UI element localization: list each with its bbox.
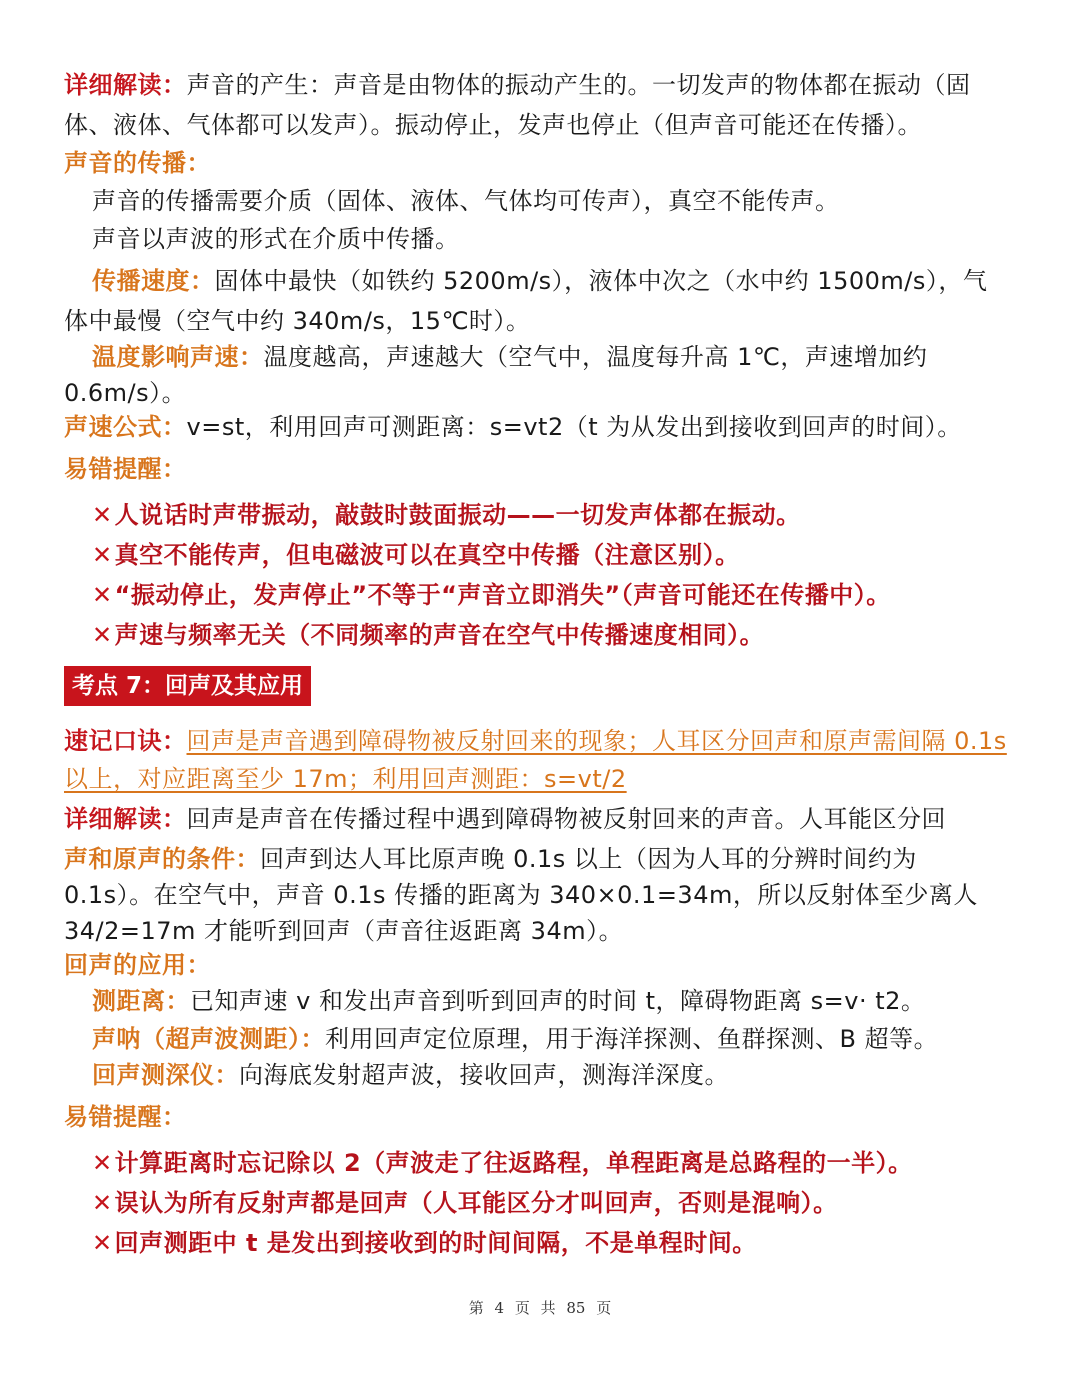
detail-line-1 — [64, 68, 1030, 102]
formula-text: v=st，利用回声可测距离：s=vt2（t 为从发出到接收到回声的时间）。 — [186, 413, 962, 441]
detail-text: 回声是声音在传播过程中遇到障碍物被反射回来的声音。人耳能区分回 — [186, 805, 946, 833]
mistake-item: ✕计算距离时忘记除以 2（声波走了往返路程，单程距离是总路程的一半）。 — [92, 1149, 913, 1177]
topic-badge: 考点 7：回声及其应用 — [64, 666, 311, 706]
detail-text: 声音的产生：声音是由物体的振动产生的。一切发声的物体都在振动（固 — [186, 71, 971, 99]
propagation-heading: 声音的传播： — [64, 149, 211, 177]
application-label: 测距离： — [92, 987, 190, 1015]
mistakes-heading: 易错提醒： — [64, 1103, 187, 1131]
condition-line-2: 0.1s）。在空气中，声音 0.1s 传播的距离为 340×0.1=34m，所以反射体至少离人 — [64, 881, 978, 909]
mnemonic-line-1 — [64, 724, 1030, 758]
detail-label: 详细解读： — [64, 71, 187, 99]
mnemonic-text: 回声是声音遇到障碍物被反射回来的现象；人耳区分回声和原声需间隔 0.1s — [186, 727, 1007, 755]
mistake-item: ✕人说话时声带振动，敲鼓时鼓面振动——一切发声体都在振动。 — [92, 501, 801, 529]
propagation-line-1: 声音的传播需要介质（固体、液体、气体均可传声），真空不能传声。 — [92, 187, 840, 215]
cross-icon: ✕ — [92, 541, 113, 569]
applications-heading: 回声的应用： — [64, 951, 211, 979]
application-item: 回声测深仪：向海底发射超声波，接收回声，测海洋深度。 — [92, 1061, 729, 1089]
application-item: 声呐（超声波测距）：利用回声定位原理，用于海洋探测、鱼群探测、B 超等。 — [92, 1025, 939, 1053]
cross-icon: ✕ — [92, 621, 113, 649]
condition-text: 回声到达人耳比原声晚 0.1s 以上（因为人耳的分辨时间约为 — [260, 845, 917, 873]
mistake-item: ✕声速与频率无关（不同频率的声音在空气中传播速度相同）。 — [92, 621, 765, 649]
mnemonic-line-2: 以上，对应距离至少 17m；利用回声测距：s=vt/2 — [64, 765, 627, 793]
cross-icon: ✕ — [92, 581, 113, 609]
application-label: 回声测深仪： — [92, 1061, 239, 1089]
speed-line-1 — [92, 264, 1030, 298]
speed-text: 固体中最快（如铁约 5200m/s），液体中次之（水中约 1500m/s），气 — [214, 267, 988, 295]
cross-icon: ✕ — [92, 501, 113, 529]
detail-line-2: 体、液体、气体都可以发声）。振动停止，发声也停止（但声音可能还在传播）。 — [64, 111, 922, 139]
condition-label: 声和原声的条件： — [64, 845, 260, 873]
temperature-line-2: 0.6m/s）。 — [64, 379, 187, 407]
cross-icon: ✕ — [92, 1149, 113, 1177]
propagation-line-2: 声音以声波的形式在介质中传播。 — [92, 225, 460, 253]
temperature-line-1 — [92, 340, 1030, 374]
mnemonic-label: 速记口诀： — [64, 727, 187, 755]
cross-icon: ✕ — [92, 1189, 113, 1217]
application-item: 测距离：已知声速 v 和发出声音到听到回声的时间 t，障碍物距离 s=v· t2。 — [92, 987, 926, 1015]
cross-icon: ✕ — [92, 1229, 113, 1257]
speed-label: 传播速度： — [92, 267, 215, 295]
echo-detail-line-1 — [64, 802, 1030, 836]
condition-line-3: 34/2=17m 才能听到回声（声音往返距离 34m）。 — [64, 917, 624, 945]
application-label: 声呐（超声波测距）： — [92, 1025, 325, 1053]
mistake-item: ✕回声测距中 t 是发出到接收到的时间间隔，不是单程时间。 — [92, 1229, 757, 1257]
mistake-item: ✕真空不能传声，但电磁波可以在真空中传播（注意区别）。 — [92, 541, 740, 569]
detail-label: 详细解读： — [64, 805, 187, 833]
mistake-item: ✕“振动停止，发声停止”不等于“声音立即消失”（声音可能还在传播中）。 — [92, 581, 891, 609]
speed-line-2: 体中最慢（空气中约 340m/s，15℃时）。 — [64, 307, 531, 335]
temperature-text: 温度越高，声速越大（空气中，温度每升高 1℃，声速增加约 — [263, 343, 928, 371]
formula-line — [64, 410, 1030, 444]
temperature-label: 温度影响声速： — [92, 343, 264, 371]
mistake-item: ✕误认为所有反射声都是回声（人耳能区分才叫回声，否则是混响）。 — [92, 1189, 838, 1217]
page-footer: 第 4 页 共 85 页 — [468, 1299, 612, 1317]
condition-line-1 — [64, 842, 1030, 876]
formula-label: 声速公式： — [64, 413, 187, 441]
mistakes-heading: 易错提醒： — [64, 455, 187, 483]
